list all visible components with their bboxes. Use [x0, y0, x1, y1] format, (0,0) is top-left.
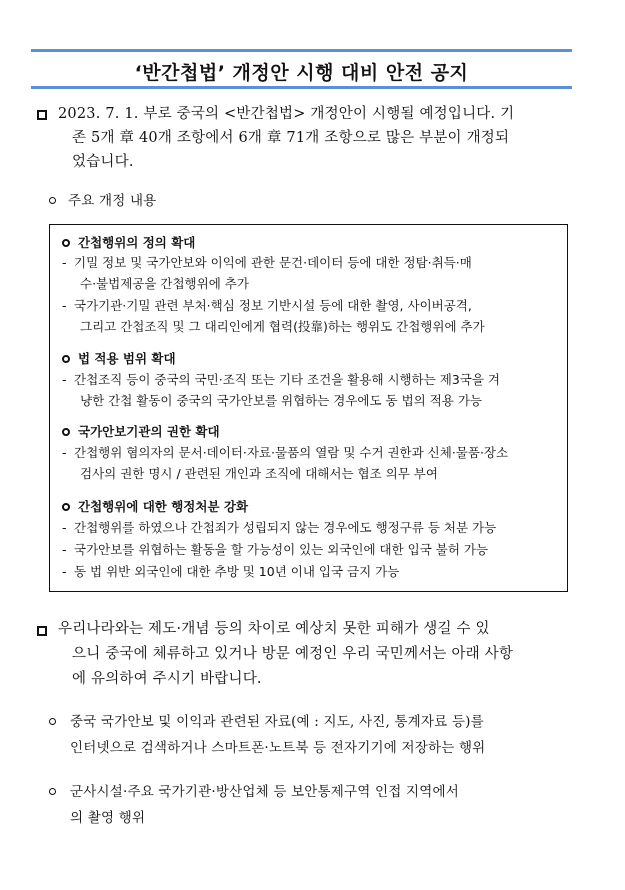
dash-bullet: - — [62, 564, 67, 579]
intro-line: 었습니다. — [72, 154, 134, 170]
section-item: - 기밀 정보 및 국가안보와 이익에 관한 문건·데이터 등에 대한 정탐·취득·매 수·불법제공을 간첩행위에 추가 — [62, 252, 472, 294]
intro-line: 존 5개 章 40개 조항에서 6개 章 71개 조항으로 많은 부분이 개정되 — [72, 130, 510, 146]
circle-bullet-icon — [49, 788, 56, 795]
circle-bullet-icon — [49, 718, 56, 725]
section-heading: 국가안보기관의 권한 확대 — [62, 422, 220, 440]
section-item: - 간첩행위를 하였으나 간첩죄가 성립되지 않는 경우에도 행정구류 등 처분 가능 — [62, 517, 496, 538]
section-item: - 국가안보를 위협하는 활동을 할 가능성이 있는 외국인에 대한 입국 불허 가능 — [62, 539, 488, 560]
notice-line: 으니 중국에 체류하고 있거나 방문 예정인 우리 국민께서는 아래 사항 — [72, 646, 514, 662]
caution-item: 중국 국가안보 및 이익과 관련된 자료(예 : 지도, 사진, 통계자료 등)를 인터넷으로 검색하거나 스마트폰·노트북 등 전자기기에 저장하는 행위 — [70, 714, 486, 756]
section-item: - 동 법 위반 외국인에 대한 추방 및 10년 이내 입국 금지 가능 — [62, 561, 399, 582]
dash-bullet: - — [62, 542, 67, 557]
square-bullet-icon — [37, 626, 47, 636]
notice-line: 우리나라와는 제도·개념 등의 차이로 예상치 못한 피해가 생길 수 있 — [58, 621, 490, 637]
intro-line: 2023. 7. 1. 부로 중국의 <반간첩법> 개정안이 시행될 예정입니다. 기 — [58, 106, 515, 122]
circle-bullet-icon — [62, 503, 70, 511]
circle-bullet-icon — [49, 197, 56, 204]
notice-line: 에 유의하여 주시기 바랍니다. — [72, 671, 262, 687]
dash-bullet: - — [62, 445, 67, 460]
notice-paragraph — [58, 617, 578, 692]
section-item: - 간첩조직 등이 중국의 국민·조직 또는 기타 조건을 활용해 시행하는 제3국을 겨 냥한 간첩 활동이 중국의 국가안보를 위협하는 경우에도 동 법의 적용 가능 — [62, 369, 500, 411]
circle-bullet-icon — [62, 355, 70, 363]
title-bottom-rule — [31, 86, 572, 89]
changes-label: 주요 개정 내용 — [68, 193, 157, 209]
square-bullet-icon — [37, 110, 47, 120]
section-heading: 법 적용 범위 확대 — [62, 349, 176, 367]
dash-bullet: - — [62, 520, 67, 535]
section-heading: 간첩행위에 대한 행정처분 강화 — [62, 497, 248, 515]
circle-bullet-icon — [62, 428, 70, 436]
dash-bullet: - — [62, 255, 67, 270]
page-title: ‘반간첩법’ 개정안 시행 대비 안전 공지 — [134, 62, 469, 84]
intro-paragraph — [58, 102, 578, 174]
title-top-rule — [31, 49, 572, 52]
section-item: - 간첩행위 혐의자의 문서·데이터·자료·물품의 열람 및 수거 권한과 신체·물품·장소 검사의 권한 명시 / 관련된 개인과 조직에 대해서는 협조 의무 부여 — [62, 442, 508, 484]
dash-bullet: - — [62, 372, 67, 387]
section-heading: 간첩행위의 정의 확대 — [62, 233, 195, 251]
circle-bullet-icon — [62, 239, 70, 247]
changes-box — [49, 224, 568, 592]
caution-item: 군사시설·주요 국가기관·방산업체 등 보안통제구역 인접 지역에서 의 촬영 행위 — [70, 784, 459, 826]
section-item: - 국가기관·기밀 관련 부처·핵심 정보 기반시설 등에 대한 촬영, 사이버공격, 그리고 간첩조직 및 그 대리인에게 협력(投靠)하는 행위도 간첩행위에 추가 — [62, 295, 485, 337]
dash-bullet: - — [62, 298, 67, 313]
